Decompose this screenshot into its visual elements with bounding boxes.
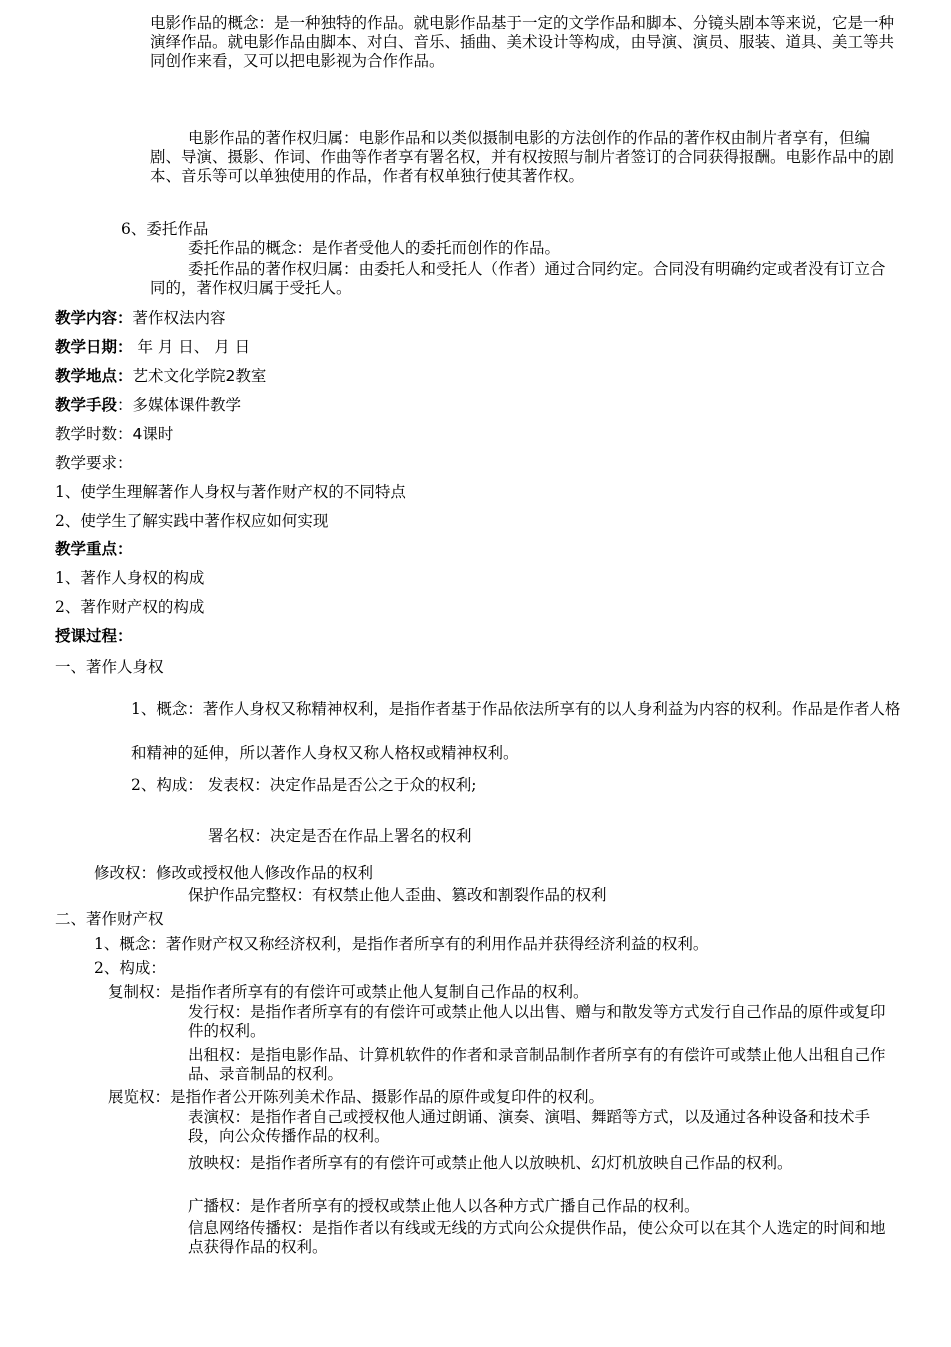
distribution-right: 发行权：是指作者所享有的有偿许可或禁止他人以出售、赠与和散发等方式发行自己作品的原件或复印件的权利。 (188, 1003, 886, 1040)
teaching-content: 教学内容：著作权法内容 (55, 309, 226, 327)
key-point-item: 2、著作财产权的构成 (55, 598, 205, 616)
teaching-hours: 教学时数：4课时 (55, 425, 174, 443)
teaching-requirements-label: 教学要求： (55, 454, 133, 472)
modification-right: 修改权：修改或授权他人修改作品的权利 (94, 864, 374, 882)
film-work-copyright-paragraph: 电影作品的著作权归属：电影作品和以类似摄制电影的方法创作的作品的著作权由制片者享有，但编剧、导演、摄影、作词、作曲等作者享有署名权，并有权按照与制片者签订的合同获得报酬。电影作品中的剧本、音乐等可以单独使用的作品，作者有权单独行使其著作权。 (150, 129, 895, 185)
integrity-right: 保护作品完整权：有权禁止他人歪曲、篡改和割裂作品的权利 (188, 886, 607, 904)
commissioned-work-copyright: 委托作品的著作权归属：由委托人和受托人（作者）通过合同约定。合同没有明确约定或者没有订立合同的，著作权归属于受托人。 (150, 260, 886, 297)
network-dissemination-right: 信息网络传播权：是指作者以有线或无线的方式向公众提供作品，使公众可以在其个人选定的时间和地点获得作品的权利。 (188, 1219, 886, 1256)
commissioned-work-heading: 6、委托作品 (121, 220, 209, 238)
teaching-place: 教学地点：艺术文化学院2教室 (55, 367, 267, 385)
section-1-title: 一、著作人身权 (55, 658, 164, 676)
requirement-item: 2、使学生了解实践中著作权应如何实现 (55, 512, 329, 530)
broadcasting-right: 广播权：是作者所享有的授权或禁止他人以各种方式广播自己作品的权利。 (188, 1197, 700, 1215)
property-right-composition: 2、构成： (94, 959, 166, 977)
teaching-key-points-label: 教学重点： (55, 540, 133, 558)
section-2-title: 二、著作财产权 (55, 910, 164, 928)
screening-right: 放映权：是指作者所享有的有偿许可或禁止他人以放映机、幻灯机放映自己作品的权利。 (188, 1154, 793, 1172)
performance-right: 表演权：是指作者自己或授权他人通过朗诵、演奏、演唱、舞蹈等方式，以及通过各种设备和技术手段，向公众传播作品的权利。 (188, 1108, 871, 1145)
rental-right: 出租权：是指电影作品、计算机软件的作者和录音制品制作者所享有的有偿许可或禁止他人出租自己作品、录音制品的权利。 (188, 1046, 886, 1083)
attribution-right: 署名权：决定是否在作品上署名的权利 (208, 827, 472, 845)
teaching-date: 教学日期： 年 月 日、 月 日 (55, 338, 251, 356)
reproduction-right: 复制权：是指作者所享有的有偿许可或禁止他人复制自己作品的权利。 (108, 983, 589, 1001)
commissioned-work-concept: 委托作品的概念：是作者受他人的委托而创作的作品。 (188, 239, 561, 257)
lecture-process-label: 授课过程： (55, 627, 133, 645)
film-work-concept-paragraph: 电影作品的概念：是一种独特的作品。就电影作品基于一定的文学作品和脚本、分镜头剧本等来说，它是一种演绎作品。就电影作品由脚本、对白、音乐、插曲、美术设计等构成，由导演、演员、服装、道具、美工等共同创作来看，又可以把电影视为合作作品。 (150, 14, 895, 70)
exhibition-right: 展览权：是指作者公开陈列美术作品、摄影作品的原件或复印件的权利。 (108, 1088, 605, 1106)
key-point-item: 1、著作人身权的构成 (55, 569, 205, 587)
personal-right-concept: 1、概念：著作人身权又称精神权利，是指作者基于作品依法所享有的以人身利益为内容的权利。作品是作者人格和精神的延伸，所以著作人身权又称人格权或精神权利。 (131, 700, 901, 762)
teaching-means: 教学手段：多媒体课件教学 (55, 396, 242, 414)
property-right-concept: 1、概念：著作财产权又称经济权利，是指作者所享有的利用作品并获得经济利益的权利。 (94, 935, 709, 953)
personal-right-composition: 2、构成： 发表权：决定作品是否公之于众的权利; (131, 776, 477, 794)
requirement-item: 1、使学生理解著作人身权与著作财产权的不同特点 (55, 483, 406, 501)
